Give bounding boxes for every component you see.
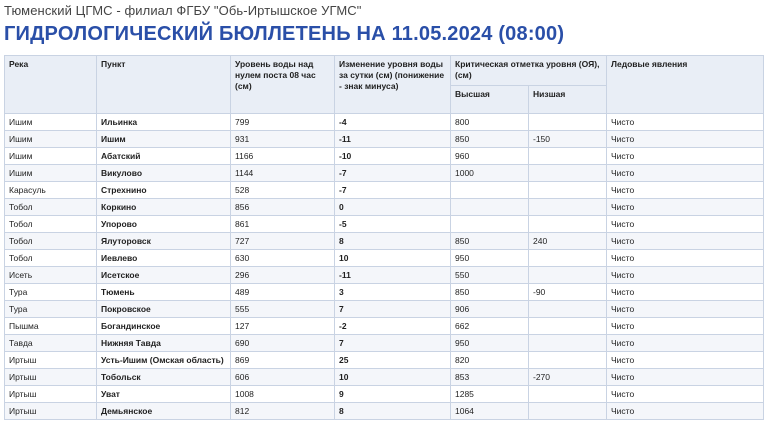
critical-high-cell: 850 <box>451 284 529 301</box>
water-level-cell: 690 <box>231 335 335 352</box>
critical-high-cell: 1000 <box>451 165 529 182</box>
water-level-cell: 799 <box>231 114 335 131</box>
river-cell: Ишим <box>5 165 97 182</box>
ice-status-cell: Чисто <box>607 199 764 216</box>
river-cell: Иртыш <box>5 403 97 420</box>
critical-low-cell <box>529 335 607 352</box>
critical-high-cell: 950 <box>451 250 529 267</box>
point-cell: Нижняя Тавда <box>97 335 231 352</box>
water-level-cell: 812 <box>231 403 335 420</box>
level-change-cell: -7 <box>335 165 451 182</box>
table-row <box>5 199 764 216</box>
river-cell: Карасуль <box>5 182 97 199</box>
river-cell: Иртыш <box>5 352 97 369</box>
river-cell: Тура <box>5 301 97 318</box>
river-cell: Исеть <box>5 267 97 284</box>
table-row <box>5 301 764 318</box>
river-cell: Ишим <box>5 131 97 148</box>
river-cell: Пышма <box>5 318 97 335</box>
ice-status-cell: Чисто <box>607 386 764 403</box>
ice-status-cell: Чисто <box>607 131 764 148</box>
river-cell: Тобол <box>5 233 97 250</box>
organization-name: Тюменский ЦГМС - филиал ФГБУ "Обь-Иртышское УГМС" <box>4 3 362 18</box>
critical-high-cell: 800 <box>451 114 529 131</box>
table-row <box>5 369 764 386</box>
critical-high-cell: 850 <box>451 233 529 250</box>
level-change-cell: 25 <box>335 352 451 369</box>
critical-low-cell <box>529 165 607 182</box>
river-cell: Тавда <box>5 335 97 352</box>
critical-high-cell: 1064 <box>451 403 529 420</box>
water-level-cell: 630 <box>231 250 335 267</box>
water-level-cell: 1144 <box>231 165 335 182</box>
table-row <box>5 284 764 301</box>
ice-status-cell: Чисто <box>607 318 764 335</box>
level-change-cell: 3 <box>335 284 451 301</box>
ice-status-cell: Чисто <box>607 369 764 386</box>
critical-high-cell: 820 <box>451 352 529 369</box>
critical-low-cell <box>529 216 607 233</box>
table-row <box>5 114 764 131</box>
point-cell: Усть-Ишим (Омская область) <box>97 352 231 369</box>
hydrology-table <box>4 55 764 420</box>
level-change-cell: -10 <box>335 148 451 165</box>
water-level-cell: 489 <box>231 284 335 301</box>
level-change-cell: -2 <box>335 318 451 335</box>
column-header-river: Река <box>5 56 97 114</box>
critical-low-cell <box>529 301 607 318</box>
page-header <box>0 0 767 52</box>
point-cell: Упорово <box>97 216 231 233</box>
level-change-cell: -11 <box>335 131 451 148</box>
table-row <box>5 131 764 148</box>
water-level-cell: 1008 <box>231 386 335 403</box>
critical-high-cell <box>451 199 529 216</box>
level-change-cell: -7 <box>335 182 451 199</box>
level-change-cell: 7 <box>335 335 451 352</box>
ice-status-cell: Чисто <box>607 403 764 420</box>
level-change-cell: 0 <box>335 199 451 216</box>
ice-status-cell: Чисто <box>607 335 764 352</box>
level-change-cell: 8 <box>335 233 451 250</box>
ice-status-cell: Чисто <box>607 301 764 318</box>
table-row <box>5 182 764 199</box>
critical-low-cell <box>529 148 607 165</box>
table-row <box>5 335 764 352</box>
critical-low-cell <box>529 318 607 335</box>
water-level-cell: 296 <box>231 267 335 284</box>
level-change-cell: 9 <box>335 386 451 403</box>
ice-status-cell: Чисто <box>607 148 764 165</box>
ice-status-cell: Чисто <box>607 216 764 233</box>
critical-low-cell <box>529 386 607 403</box>
point-cell: Покровское <box>97 301 231 318</box>
critical-high-cell: 850 <box>451 131 529 148</box>
critical-low-cell: 240 <box>529 233 607 250</box>
ice-status-cell: Чисто <box>607 233 764 250</box>
water-level-cell: 606 <box>231 369 335 386</box>
table-row <box>5 352 764 369</box>
critical-high-cell <box>451 182 529 199</box>
point-cell: Богандинское <box>97 318 231 335</box>
table-body <box>5 114 764 420</box>
critical-low-cell <box>529 352 607 369</box>
water-level-cell: 1166 <box>231 148 335 165</box>
point-cell: Тюмень <box>97 284 231 301</box>
water-level-cell: 931 <box>231 131 335 148</box>
table-row <box>5 403 764 420</box>
point-cell: Исетское <box>97 267 231 284</box>
point-cell: Иевлево <box>97 250 231 267</box>
level-change-cell: 10 <box>335 250 451 267</box>
column-header-change: Изменение уровня воды за сутки (см) (понижение - знак минуса) <box>335 56 451 114</box>
critical-low-cell <box>529 403 607 420</box>
point-cell: Ишим <box>97 131 231 148</box>
table-row <box>5 267 764 284</box>
point-cell: Демьянское <box>97 403 231 420</box>
point-cell: Ильинка <box>97 114 231 131</box>
critical-high-cell: 550 <box>451 267 529 284</box>
level-change-cell: 7 <box>335 301 451 318</box>
water-level-cell: 127 <box>231 318 335 335</box>
critical-low-cell <box>529 182 607 199</box>
level-change-cell: 8 <box>335 403 451 420</box>
water-level-cell: 528 <box>231 182 335 199</box>
critical-low-cell <box>529 199 607 216</box>
critical-low-cell <box>529 114 607 131</box>
river-cell: Ишим <box>5 114 97 131</box>
critical-high-cell: 950 <box>451 335 529 352</box>
point-cell: Ялуторовск <box>97 233 231 250</box>
water-level-cell: 555 <box>231 301 335 318</box>
river-cell: Иртыш <box>5 386 97 403</box>
critical-high-cell: 960 <box>451 148 529 165</box>
river-cell: Тобол <box>5 199 97 216</box>
river-cell: Тура <box>5 284 97 301</box>
ice-status-cell: Чисто <box>607 267 764 284</box>
river-cell: Иртыш <box>5 369 97 386</box>
critical-high-cell <box>451 216 529 233</box>
water-level-cell: 869 <box>231 352 335 369</box>
ice-status-cell: Чисто <box>607 284 764 301</box>
critical-low-cell: -270 <box>529 369 607 386</box>
level-change-cell: -5 <box>335 216 451 233</box>
ice-status-cell: Чисто <box>607 182 764 199</box>
level-change-cell: -11 <box>335 267 451 284</box>
column-header-high: Высшая <box>451 86 529 114</box>
critical-high-cell: 662 <box>451 318 529 335</box>
water-level-cell: 727 <box>231 233 335 250</box>
point-cell: Уват <box>97 386 231 403</box>
critical-low-cell: -150 <box>529 131 607 148</box>
ice-status-cell: Чисто <box>607 250 764 267</box>
point-cell: Тобольск <box>97 369 231 386</box>
critical-low-cell <box>529 250 607 267</box>
water-level-cell: 856 <box>231 199 335 216</box>
level-change-cell: 10 <box>335 369 451 386</box>
critical-low-cell: -90 <box>529 284 607 301</box>
point-cell: Коркино <box>97 199 231 216</box>
level-change-cell: -4 <box>335 114 451 131</box>
point-cell: Стрехнино <box>97 182 231 199</box>
column-header-ice: Ледовые явления <box>607 56 764 114</box>
river-cell: Тобол <box>5 216 97 233</box>
ice-status-cell: Чисто <box>607 352 764 369</box>
table-row <box>5 386 764 403</box>
table-row <box>5 250 764 267</box>
point-cell: Викулово <box>97 165 231 182</box>
critical-high-cell: 906 <box>451 301 529 318</box>
critical-low-cell <box>529 267 607 284</box>
table-row <box>5 233 764 250</box>
critical-high-cell: 1285 <box>451 386 529 403</box>
table-row <box>5 318 764 335</box>
point-cell: Абатский <box>97 148 231 165</box>
ice-status-cell: Чисто <box>607 114 764 131</box>
critical-high-cell: 853 <box>451 369 529 386</box>
table-row <box>5 216 764 233</box>
river-cell: Тобол <box>5 250 97 267</box>
column-header-level: Уровень воды над нулем поста 08 час (см) <box>231 56 335 114</box>
ice-status-cell: Чисто <box>607 165 764 182</box>
column-header-critical: Критическая отметка уровня (ОЯ), (см) <box>451 56 607 86</box>
column-header-low: Низшая <box>529 86 607 114</box>
table-row <box>5 165 764 182</box>
page-title: ГИДРОЛОГИЧЕСКИЙ БЮЛЛЕТЕНЬ НА 11.05.2024 (08:00) <box>4 23 565 45</box>
river-cell: Ишим <box>5 148 97 165</box>
table-row <box>5 148 764 165</box>
water-level-cell: 861 <box>231 216 335 233</box>
column-header-point: Пункт <box>97 56 231 114</box>
